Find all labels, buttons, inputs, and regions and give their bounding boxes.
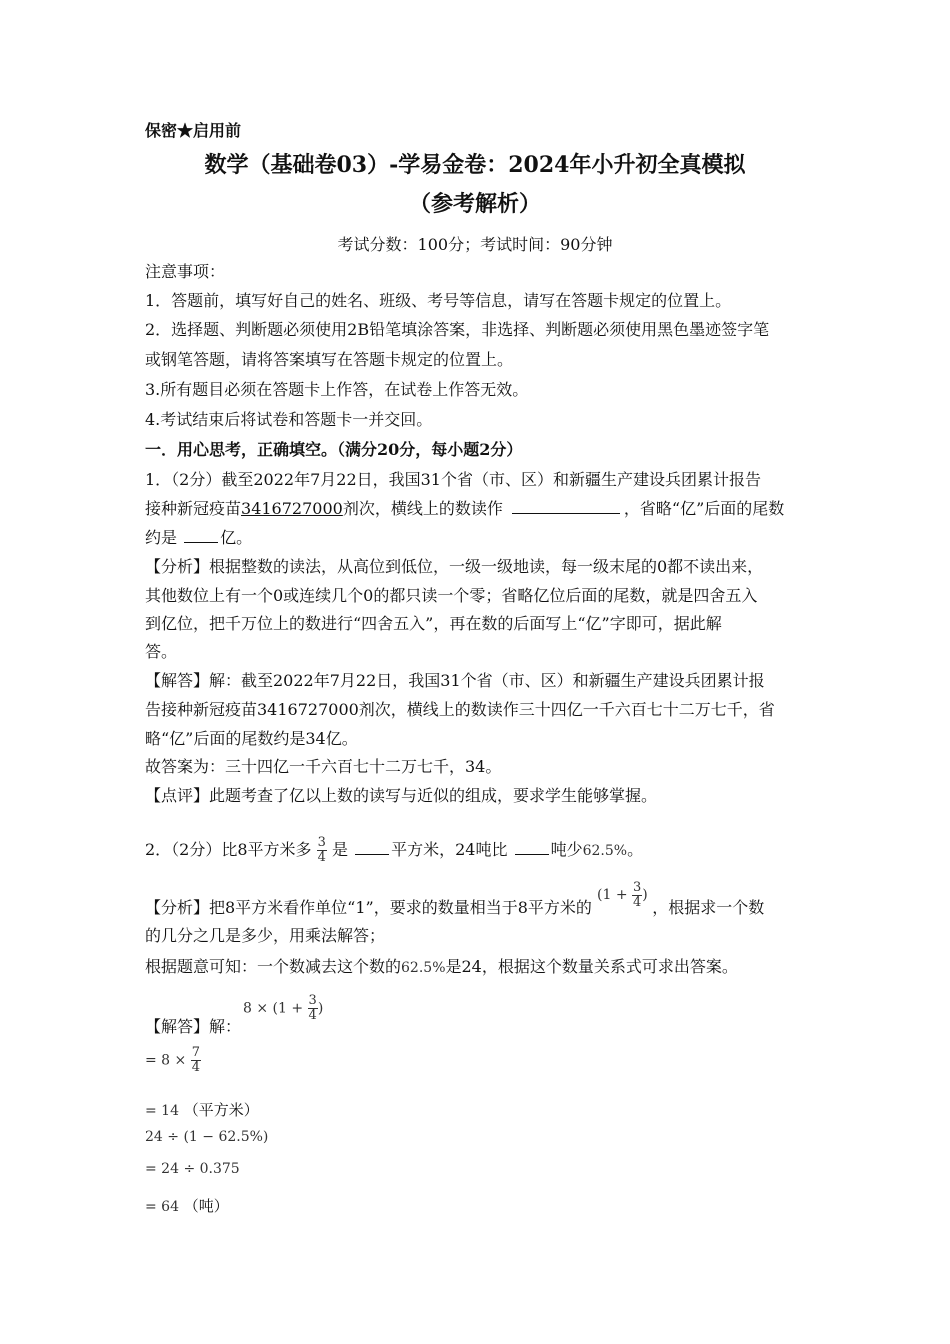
q2-text: 吨少 xyxy=(550,840,583,859)
q1-stem-line2 xyxy=(145,499,784,519)
step-unit: （吨） xyxy=(183,1197,229,1215)
q1-answer-line: 告接种新冠疫苗3416727000剂次，横线上的数读作三十四亿一千六百七十二万七千，省 xyxy=(145,700,775,719)
percent-value: 62.5% xyxy=(582,843,628,859)
q1-text: 剂次，横线上的数读作 xyxy=(342,499,503,518)
notes-heading: 注意事项： xyxy=(145,262,226,281)
q1-answer-line: 【解答】解：截至2022年7月22日，我国31个省（市、区）和新疆生产建设兵团累计报 xyxy=(145,671,765,690)
q1-stem-line1: 1．（2分）截至2022年7月22日，我国31个省（市、区）和新疆生产建设兵团累计报告 xyxy=(145,470,761,489)
q2-analysis-text: 根据题意可知：一个数减去这个数的 xyxy=(145,957,402,976)
q1-comment: 【点评】此题考查了亿以上数的读写与近似的组成，要求学生能够掌握。 xyxy=(145,786,658,805)
answer-blank[interactable] xyxy=(355,840,389,855)
page-title: 数学（基础卷03）-学易金卷：2024年小升初全真模拟 xyxy=(204,152,746,178)
fraction-denominator: 4 xyxy=(191,1060,201,1075)
q1-answer-line: 略“亿”后面的尾数约是34亿。 xyxy=(145,729,358,748)
page-subtitle: （参考解析） xyxy=(408,191,541,217)
expr-left: (1 + xyxy=(597,887,628,903)
q1-stem-line3 xyxy=(145,528,252,548)
q1-final-answer: 故答案为：三十四亿一千六百七十二万七千，34。 xyxy=(145,757,502,776)
step-math: = 14 xyxy=(145,1103,179,1119)
solution-label: 【解答】解： xyxy=(145,1017,242,1036)
q1-text: 接种新冠疫苗 xyxy=(145,499,242,518)
q1-text: 约是 xyxy=(145,528,178,547)
solution-step: = 24 ÷ 0.375 xyxy=(145,1161,240,1177)
q1-analysis-line: 其他数位上有一个0或连续几个0的都只读一个零；省略亿位后面的尾数，就是四舍五入 xyxy=(145,586,758,605)
secret-label: 保密★启用前 xyxy=(145,121,242,140)
fraction xyxy=(317,836,327,865)
fraction-denominator: 4 xyxy=(317,850,326,865)
expr-right: ) xyxy=(317,1000,324,1017)
fraction xyxy=(632,881,642,910)
math-expression xyxy=(597,879,652,910)
note-item: 2．选择题、判断题必须使用2B铅笔填涂答案，非选择、判断题必须使用黑色墨迹签字笔 xyxy=(145,320,770,339)
q2-analysis-line3 xyxy=(145,957,738,978)
note-item: 或钢笔答题，请将答案填写在答题卡规定的位置上。 xyxy=(145,350,514,369)
step-unit: （平方米） xyxy=(183,1101,259,1119)
note-item: 3.所有题目必须在答题卡上作答，在试卷上作答无效。 xyxy=(145,380,529,399)
q1-underlined-number: 3416727000 xyxy=(241,499,343,518)
note-item: 4.考试结束后将试卷和答题卡一并交回。 xyxy=(145,410,433,429)
exam-info: 考试分数：100分；考试时间：90分钟 xyxy=(337,235,613,254)
fraction-numerator: 3 xyxy=(317,835,326,850)
answer-blank[interactable] xyxy=(184,528,218,543)
fraction-numerator: 3 xyxy=(308,993,317,1008)
q2-text: 是 xyxy=(332,840,349,859)
note-item: 1．答题前，填写好自己的姓名、班级、考号等信息，请写在答题卡规定的位置上。 xyxy=(145,291,732,310)
solution-step: 24 ÷ (1 − 62.5%) xyxy=(145,1129,269,1145)
q2-stem xyxy=(145,830,643,870)
q1-text: 亿。 xyxy=(220,528,253,547)
fraction-numerator: 7 xyxy=(191,1045,201,1060)
q2-analysis-text: 是24，根据这个数量关系式可求出答案。 xyxy=(445,957,738,976)
q2-analysis-text: ，根据求一个数 xyxy=(652,898,765,917)
q1-analysis-line: 到亿位，把千万位上的数进行“四舍五入”，再在数的后面写上“亿”字即可，据此解 xyxy=(145,614,722,633)
step-math: = 64 xyxy=(145,1199,179,1215)
section-heading: 一．用心思考，正确填空。（满分20分，每小题2分） xyxy=(145,440,523,459)
fraction xyxy=(191,1046,201,1075)
q2-analysis-line2: 的几分之几是多少，用乘法解答； xyxy=(145,926,386,945)
solution-step xyxy=(145,1099,259,1120)
q2-analysis-text: 【分析】把8平方米看作单位“1”，要求的数量相当于8平方米的 xyxy=(145,898,592,917)
solution-step xyxy=(145,1046,201,1075)
expr-left: 8 × (1 + xyxy=(243,1000,304,1017)
percent-value: 62.5% xyxy=(401,960,446,976)
q1-analysis-line: 答。 xyxy=(145,642,178,661)
q2-text: 。 xyxy=(627,840,644,859)
solution-expression xyxy=(243,994,323,1023)
step-left: = 8 × xyxy=(145,1052,187,1069)
solution-step xyxy=(145,1195,229,1216)
answer-blank[interactable] xyxy=(515,840,549,855)
fraction xyxy=(308,994,318,1023)
q2-text: 2．（2分）比8平方米多 xyxy=(145,840,312,859)
fraction-numerator: 3 xyxy=(633,879,642,895)
q2-analysis-line1 xyxy=(145,879,765,928)
expr-right: ) xyxy=(642,887,648,903)
q1-text: ，省略“亿”后面的尾数 xyxy=(623,499,785,518)
answer-blank[interactable] xyxy=(512,499,620,514)
fraction-denominator: 4 xyxy=(308,1008,317,1023)
fraction-denominator: 4 xyxy=(633,894,642,910)
q2-text: 平方米，24吨比 xyxy=(391,840,508,859)
q1-analysis-line: 【分析】根据整数的读法，从高位到低位，一级一级地读，每一级末尾的0都不读出来， xyxy=(145,557,764,576)
